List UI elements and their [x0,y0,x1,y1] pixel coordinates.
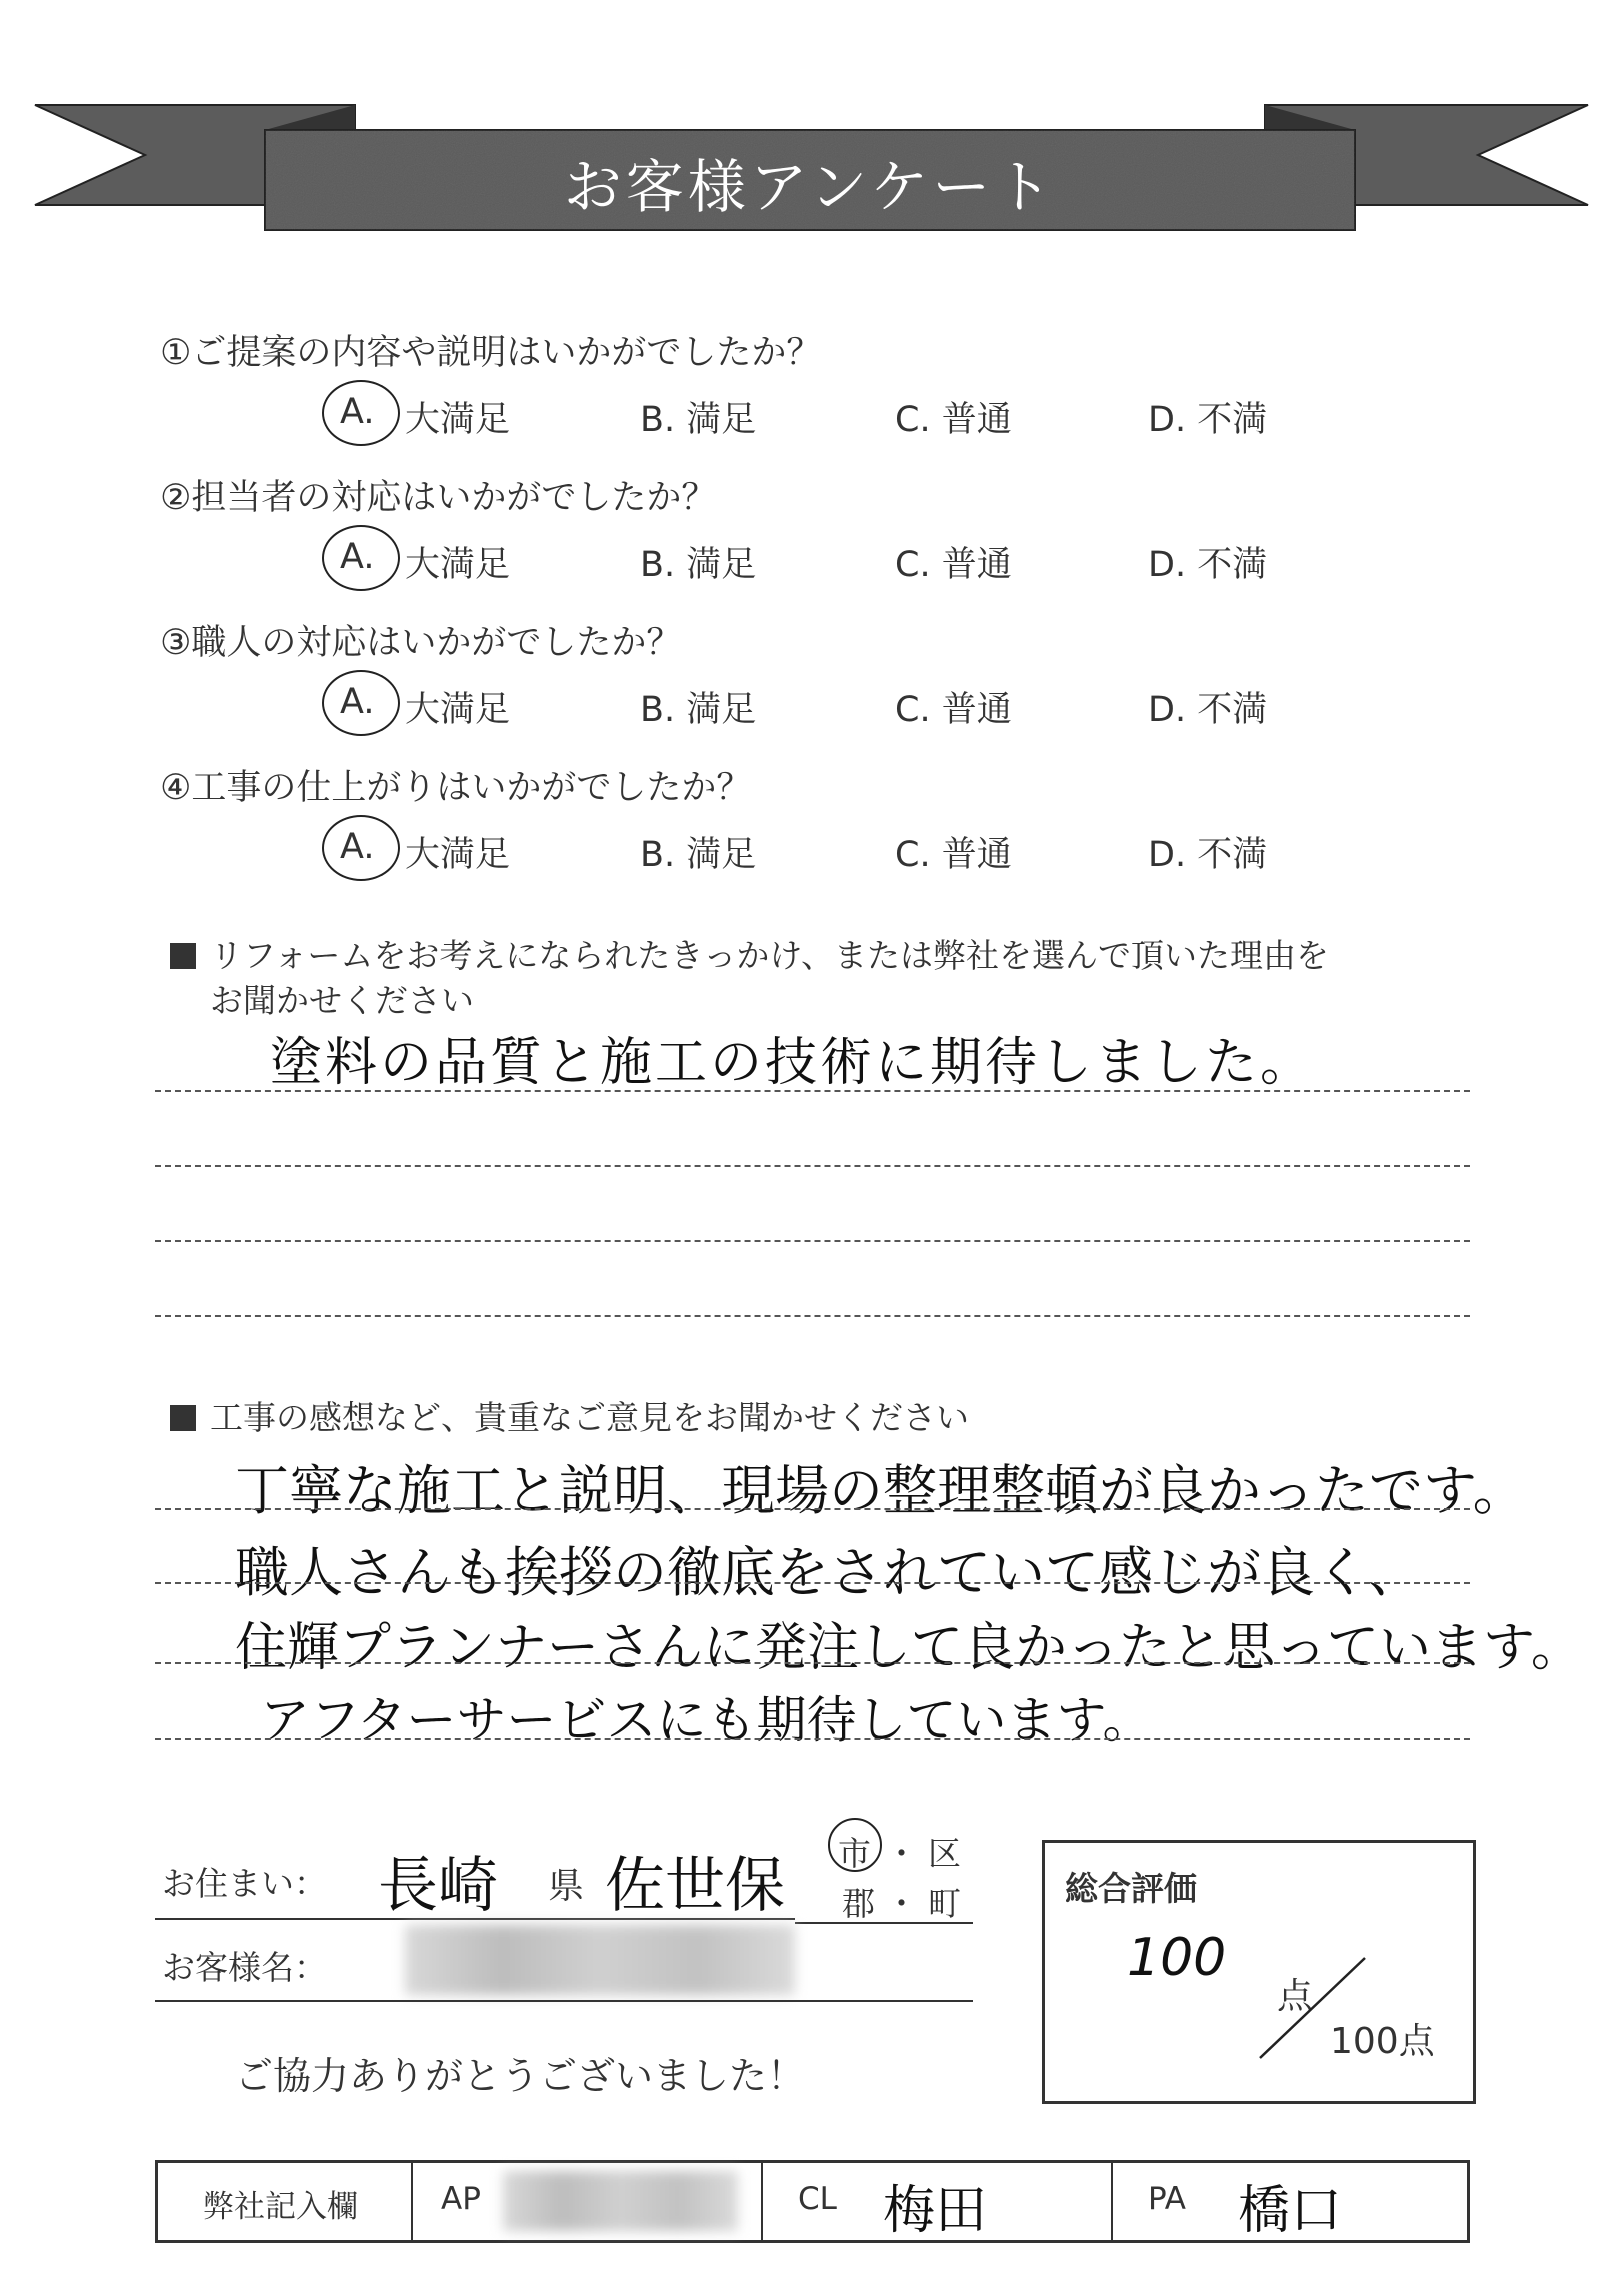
score-value[interactable]: 100 [1127,1928,1227,1988]
city-value[interactable]: 佐世保 [605,1851,785,1921]
answer-line [155,1240,1470,1242]
customer-name-label: お客様名： [162,1948,327,1987]
reason-heading: リフォームをお考えになられたきっかけ、または弊社を選んで頂いた理由を [170,930,1329,977]
answer-line [155,1315,1470,1317]
cl-cell[interactable] [763,2163,1113,2240]
dot-separator: ・ [885,1884,918,1923]
question-2-option-3[interactable]: B. 満足 [640,545,757,585]
answer-line [155,1662,1470,1664]
question-3-option-4[interactable]: C. 普通 [895,690,1012,730]
pa-cell[interactable] [1113,2163,1467,2240]
question-3-option-5[interactable]: D. 不満 [1148,690,1268,730]
shi-option: 市 [838,1834,871,1873]
question-3-option-3[interactable]: B. 満足 [640,690,757,730]
address-underline [155,1918,795,1920]
prefecture-value[interactable]: 長崎 [378,1851,498,1921]
prefecture-suffix: 県 [548,1866,585,1907]
impression-line-3[interactable]: 住輝プランナーさんに発注して良かったと思っています。 [235,1618,1583,1678]
question-2-selected-circle [322,525,400,591]
address-label: お住まい： [162,1864,327,1903]
question-2-option-2[interactable]: 大満足 [405,545,511,585]
question-4-text: ④工事の仕上がりはいかがでしたか？ [160,768,752,808]
reason-answer[interactable]: 塗料の品質と施工の技術に期待しました。 [270,1033,1316,1093]
question-1-option-4[interactable]: C. 普通 [895,400,1012,440]
office-label: 弊社記入欄 [203,2189,358,2225]
ap-label: AP [441,2181,481,2217]
question-4-option-1[interactable]: A. [340,827,375,867]
question-4-option-3[interactable]: B. 満足 [640,835,757,875]
question-1-text: ①ご提案の内容や説明はいかがでしたか？ [160,333,822,373]
question-3-option-2[interactable]: 大満足 [405,690,511,730]
pa-value[interactable]: 橋口 [1238,2181,1343,2241]
question-3-text: ③職人の対応はいかがでしたか？ [160,623,682,663]
square-bullet-icon [170,943,196,969]
ap-cell[interactable] [413,2163,763,2240]
office-label-cell [158,2163,413,2240]
reason-heading-line2: お聞かせください [210,981,474,1020]
impression-heading: 工事の感想など、貴重なご意見をお聞かせください [170,1392,969,1439]
question-2-option-4[interactable]: C. 普通 [895,545,1012,585]
answer-line [155,1508,1470,1510]
question-1-selected-circle [322,380,400,446]
impression-line-2[interactable]: 職人さんも挨拶の徹底をされていて感じが良く、 [235,1541,1422,1604]
redacted-ap [503,2171,738,2231]
question-2-option-5[interactable]: D. 不満 [1148,545,1268,585]
answer-line [155,1165,1470,1167]
question-1-option-3[interactable]: B. 満足 [640,400,757,440]
answer-line [155,1582,1470,1584]
dot-separator: ・ [885,1834,918,1873]
shi-circle-mark [828,1818,882,1872]
office-use-table [155,2160,1470,2243]
question-4-option-5[interactable]: D. 不満 [1148,835,1268,875]
question-2-text: ②担当者の対応はいかがでしたか？ [160,478,717,518]
page-title: お客様アンケート [563,153,1057,221]
score-max: 100点 [1330,2021,1435,2062]
impression-line-4[interactable]: アフターサービスにも期待しています。 [260,1691,1153,1749]
question-4-selected-circle [322,815,400,881]
question-1-option-2[interactable]: 大満足 [405,400,511,440]
redacted-name [405,1925,795,1995]
impression-line-1[interactable]: 丁寧な施工と説明、現場の整理整頓が良かったです。 [235,1459,1527,1522]
score-unit: 点 [1277,1976,1314,2017]
cl-label: CL [798,2181,837,2217]
question-3-selected-circle [322,670,400,736]
cho-option: 町 [928,1884,961,1923]
address-underline [795,1922,973,1924]
gun-option: 郡 [842,1884,875,1923]
question-4-option-4[interactable]: C. 普通 [895,835,1012,875]
answer-line [155,1738,1470,1740]
score-box [1042,1840,1476,2104]
pa-label: PA [1148,2181,1186,2217]
square-bullet-icon [170,1405,196,1431]
question-4-option-2[interactable]: 大満足 [405,835,511,875]
thanks-message: ご協力ありがとうございました！ [235,2054,806,2098]
answer-line [155,1090,1470,1092]
question-1-option-5[interactable]: D. 不満 [1148,400,1268,440]
cl-value[interactable]: 梅田 [883,2181,988,2241]
score-label: 総合評価 [1065,1869,1197,1908]
name-underline [155,2000,973,2002]
question-3-option-1[interactable]: A. [340,682,375,722]
ku-option: 区 [928,1834,961,1873]
question-2-option-1[interactable]: A. [340,537,375,577]
question-1-option-1[interactable]: A. [340,392,375,432]
